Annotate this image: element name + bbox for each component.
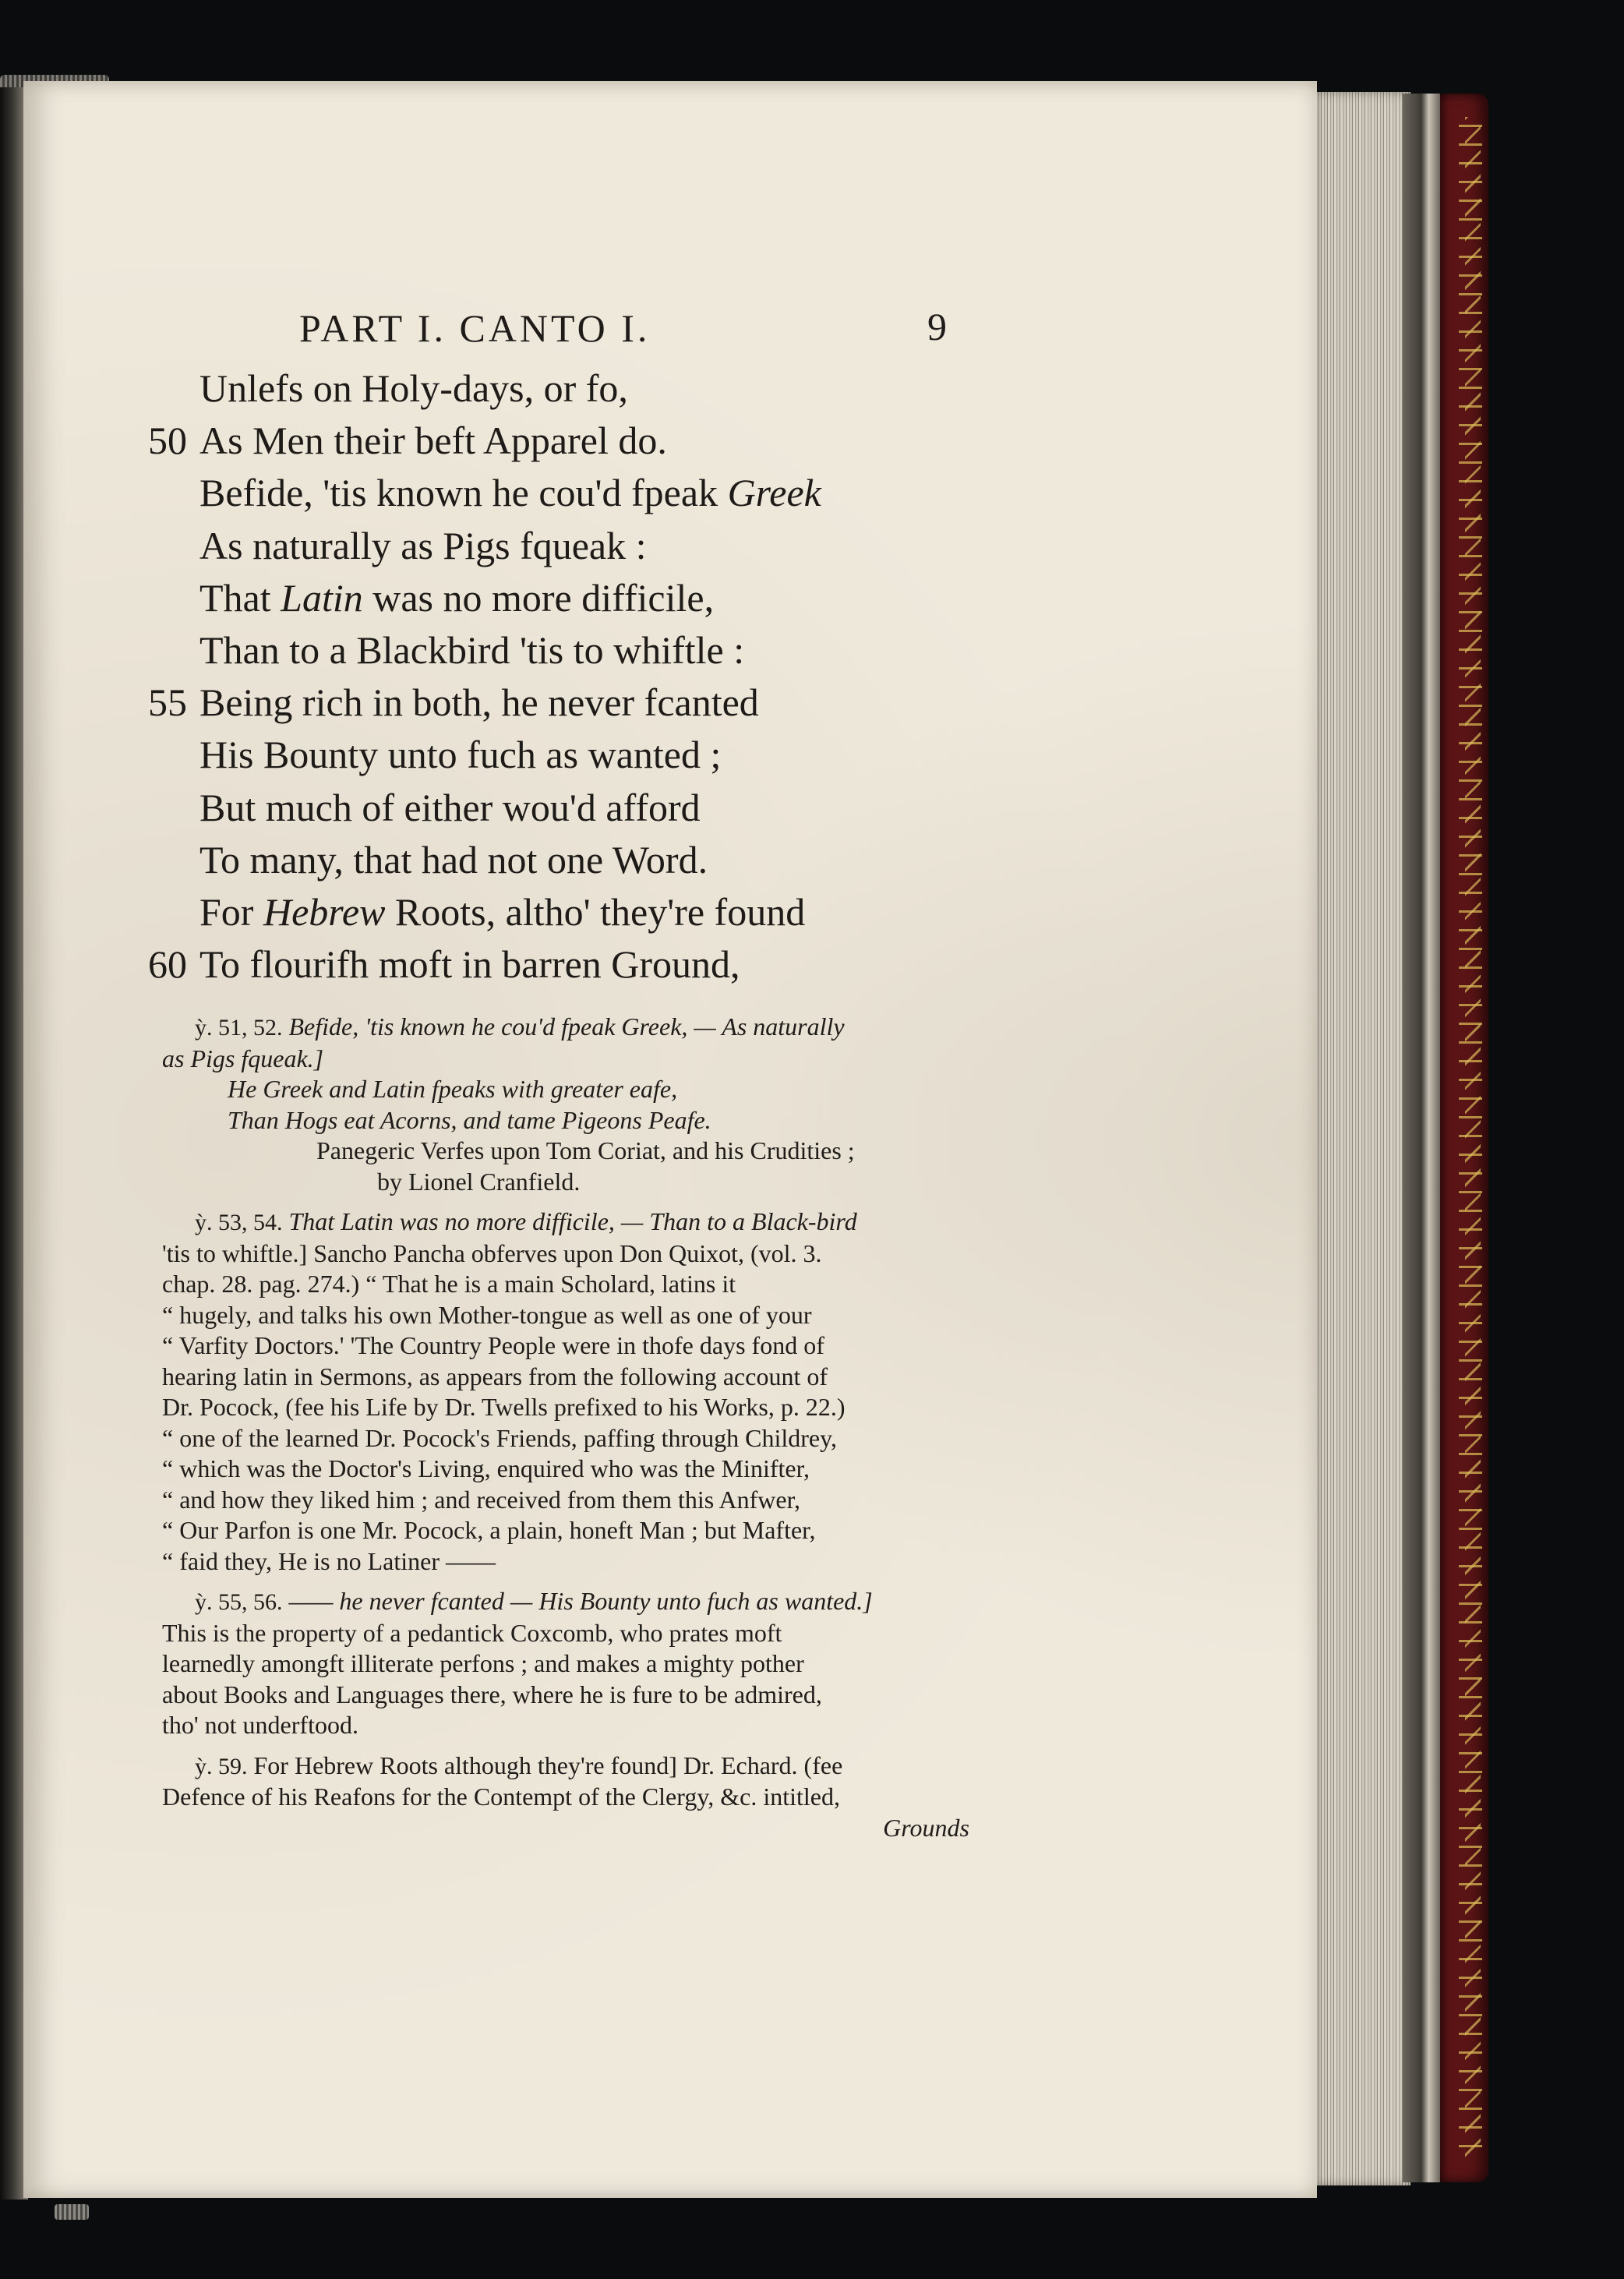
verse-reference: ỳ. 59. <box>195 1753 248 1779</box>
note-line <box>162 1207 973 1238</box>
verse-line <box>148 938 927 991</box>
note-line: This is the property of a pedantick Coxcomb, who prates moft <box>162 1618 782 1647</box>
note-line: Defence of his Reafons for the Contempt of the Clergy, &c. intitled, <box>162 1783 840 1811</box>
quoted-verse: Than Hogs eat Acorns, and tame Pigeons Peafe. <box>228 1105 711 1134</box>
verse-italic: Latin <box>281 575 363 620</box>
note-line: hearing latin in Sermons, as appears from the following account of <box>162 1362 828 1390</box>
note-line: about Books and Languages there, where he is fure to be admired, <box>162 1680 822 1708</box>
verse-text: was no more difficile, <box>362 575 715 620</box>
verse-text: His Bounty unto fuch as wanted ; <box>199 733 722 777</box>
verse-block <box>148 362 927 991</box>
note-source: by Lionel Cranfield. <box>377 1167 581 1196</box>
verse-line <box>148 834 927 886</box>
note-line: “ and how they liked him ; and received from them this Anfwer, <box>162 1485 800 1514</box>
note-lemma: That Latin was no more difficile, — Than to a Black-bird <box>288 1207 857 1235</box>
verse-text: Than to a Blackbird 'tis to whiftle : <box>199 627 745 672</box>
verse-italic: Greek <box>727 471 821 515</box>
note-text: For Hebrew Roots although they're found] Dr. Echard. (fee <box>253 1751 843 1779</box>
verse-text: To many, that had not one Word. <box>199 837 708 882</box>
verse-text: Unlefs on Holy-days, or fo, <box>199 366 628 410</box>
verse-italic: Hebrew <box>263 889 386 934</box>
verse-pre: That <box>199 575 281 620</box>
gilt-zigzag-pattern <box>1465 117 1481 2159</box>
verse-line <box>148 729 927 781</box>
note-line <box>162 1751 973 1783</box>
verse-text: As naturally as Pigs fqueak : <box>199 523 647 567</box>
note-line: 'tis to whiftle.] Sancho Pancha obferves upon Don Quixot, (vol. 3. <box>162 1238 822 1267</box>
verse-line <box>148 572 927 624</box>
verse-text: But much of either wou'd afford <box>199 785 701 829</box>
note-line <box>162 1012 973 1044</box>
footnote <box>162 1012 973 1197</box>
verse-text: Being rich in both, he never fcanted <box>199 680 759 725</box>
note-line: “ hugely, and talks his own Mother-tongue as well as one of your <box>162 1300 812 1329</box>
bookmark-ribbon-bottom <box>55 2204 89 2220</box>
verse-text: Roots, altho' they're found <box>385 889 806 934</box>
footnote <box>162 1207 973 1577</box>
note-lemma: —— he never fcanted — His Bounty unto fuch as wanted.] <box>288 1587 873 1615</box>
verse-line <box>148 677 927 729</box>
running-head: PART I. CANTO I. <box>299 306 651 350</box>
verse-reference: ỳ. 53, 54. <box>195 1210 283 1235</box>
note-line: as Pigs fqueak.] <box>162 1044 324 1072</box>
verse-line <box>148 467 927 519</box>
footnotes <box>162 1012 973 1853</box>
note-line: learnedly amongft illiterate perfons ; and makes a mighty pother <box>162 1649 804 1677</box>
note-line: “ faid they, He is no Latiner —— <box>162 1546 496 1575</box>
note-line <box>162 1586 973 1618</box>
verse-text: To flourifh moft in barren Ground, <box>199 942 740 987</box>
note-line: “ which was the Doctor's Living, enquired who was the Minifter, <box>162 1454 810 1482</box>
note-line: tho' not underftood. <box>162 1711 358 1739</box>
verse-line <box>148 520 927 572</box>
verse-line <box>148 362 927 415</box>
verse-text: As Men their beft Apparel do. <box>199 419 667 463</box>
page-header <box>299 302 962 365</box>
note-source: Panegeric Verfes upon Tom Coriat, and his Crudities ; <box>316 1136 855 1164</box>
note-line: “ Our Parfon is one Mr. Pocock, a plain, honeft Man ; but Mafter, <box>162 1516 816 1544</box>
page-block-shadow <box>1403 94 1440 2182</box>
verse-text: Befide, 'tis known he cou'd fpeak <box>199 471 728 515</box>
line-number: 55 <box>148 680 187 725</box>
note-line: chap. 28. pag. 274.) “ That he is a main Scholard, latins it <box>162 1270 736 1298</box>
footnote <box>162 1751 973 1844</box>
verse-reference: ỳ. 55, 56. <box>195 1589 283 1615</box>
note-lemma: Befide, 'tis known he cou'd fpeak Greek, — As naturally <box>288 1012 845 1041</box>
note-line: Dr. Pocock, (fee his Life by Dr. Twells prefixed to his Works, p. 22.) <box>162 1393 846 1421</box>
catchword: Grounds <box>883 1813 969 1842</box>
verse-line <box>148 782 927 834</box>
verse-pre: For <box>199 889 263 934</box>
verse-reference: ỳ. 51, 52. <box>195 1015 283 1041</box>
verse-line <box>148 624 927 677</box>
footnote <box>162 1586 973 1741</box>
page-block-fore-edge <box>1309 92 1410 2185</box>
note-line: “ Varfity Doctors.' 'The Country People were in thofe days fond of <box>162 1331 824 1359</box>
note-line: “ one of the learned Dr. Pocock's Friends, paffing through Childrey, <box>162 1423 838 1452</box>
line-number: 60 <box>148 942 187 987</box>
verse-line <box>148 886 927 938</box>
line-number: 50 <box>148 419 187 463</box>
page-number: 9 <box>927 305 947 348</box>
quoted-verse: He Greek and Latin fpeaks with greater eafe, <box>228 1075 678 1103</box>
verse-line <box>148 415 927 467</box>
